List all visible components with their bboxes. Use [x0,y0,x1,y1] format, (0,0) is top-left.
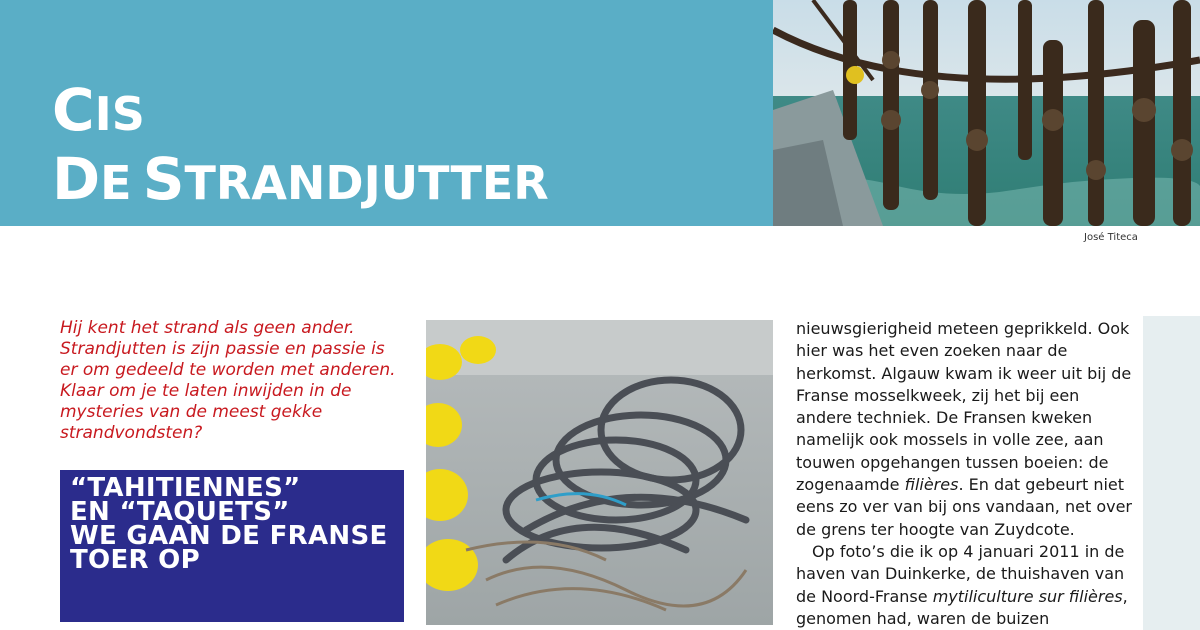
middle-photo-tangled-ropes [426,320,773,625]
title-line-2: DE STRANDJUTTER [52,145,549,213]
article-paragraph-1: nieuwsgierigheid meteen geprikkeld. Ook hier was het even zoeken naar de herkomst. Algauw kwam ik weer uit bij de Franse mosselkweek, zij het bij een andere techniek. De Fransen kweken namelijk ook mossels in volle zee, aan touwen opgehangen tussen boeien: de zogenaamde filières. En dat gebeurt niet eens zo ver van bij ons vandaan, net over de grens ter hoogte van Zuydcote. [796,319,1132,539]
section-heading [70,473,394,575]
intro-text: Hij kent het strand als geen ander. Strandjutten is zijn passie en passie is er om gedeeld te worden met anderen. Klaar om je te laten inwijden in de mysteries van de meest gekke strandvondsten? [60,318,396,443]
section-heading-box [60,470,404,622]
title-line-1: CIS [52,76,145,144]
section-heading-line-1: “TAHITIENNES” [70,473,301,503]
section-heading-line-3: WE GAAN DE FRANSE [70,521,388,551]
sidebar-strip [1143,316,1200,630]
section-heading-line-2: EN “TAQUETS” [70,497,290,527]
page-title [52,76,549,218]
section-heading-line-4: TOER OP [70,545,200,575]
header-photo-mussel-ropes [773,0,1200,226]
article-body [796,318,1136,630]
photo-credit: José Titeca [1084,232,1138,243]
article-paragraph-2: Op foto’s die ik op 4 januari 2011 in de haven van Duinkerke, de thuishaven van de Noord-Franse mytiliculture sur filières, genomen had, waren de buizen [796,541,1128,628]
